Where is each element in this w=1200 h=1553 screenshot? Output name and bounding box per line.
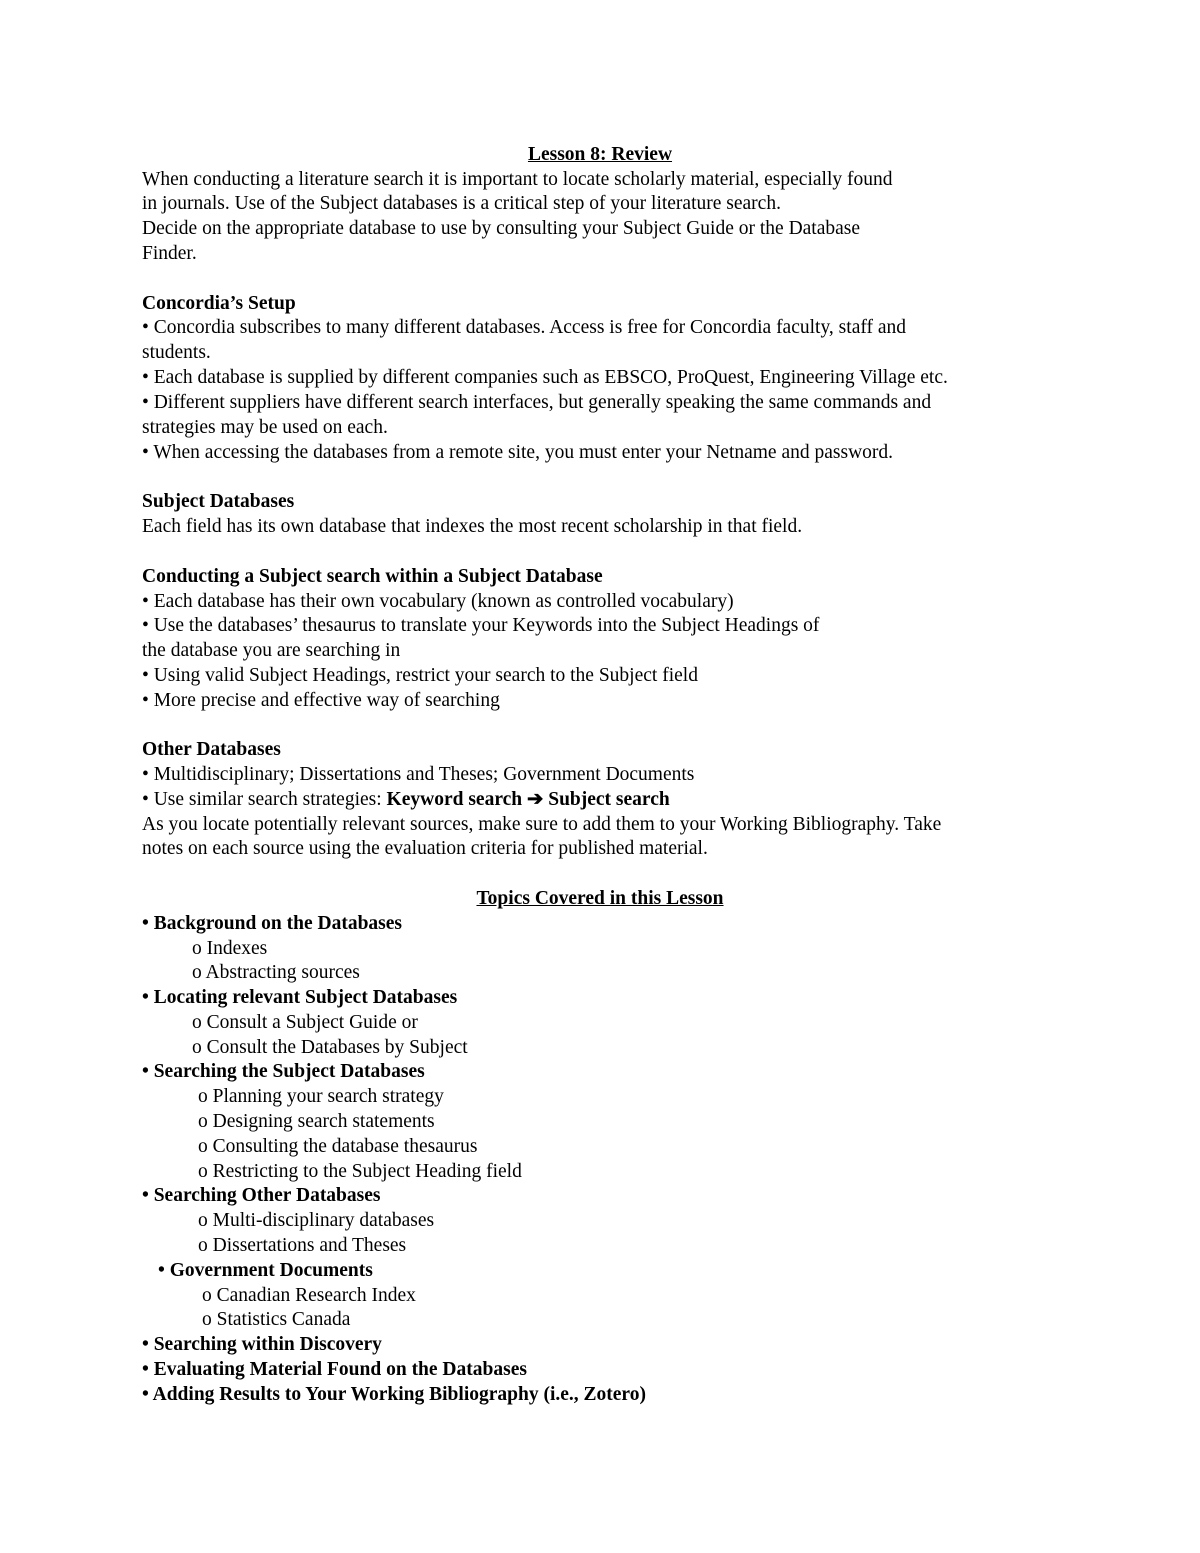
intro-line: When conducting a literature search it is important to locate scholarly material, especially found — [142, 169, 893, 190]
topic-item: • Locating relevant Subject Databases — [142, 987, 458, 1008]
conducting-line: • More precise and effective way of searching — [142, 690, 500, 711]
topic-subitem: o Canadian Research Index — [202, 1285, 416, 1306]
topic-item: • Searching within Discovery — [142, 1334, 382, 1355]
topic-subitem: o Designing search statements — [198, 1111, 435, 1132]
setup-line: • Different suppliers have different search interfaces, but generally speaking the same commands and — [142, 392, 932, 413]
strategy-prefix: • Use similar search strategies: — [142, 789, 387, 810]
intro-line: Decide on the appropriate database to use by consulting your Subject Guide or the Database — [142, 218, 861, 239]
topic-subitem: o Planning your search strategy — [198, 1086, 444, 1107]
other-after-line: As you locate potentially relevant sources, make sure to add them to your Working Bibliography. Take — [142, 814, 942, 835]
topic-item: • Evaluating Material Found on the Databases — [142, 1359, 527, 1380]
topic-subitem: o Dissertations and Theses — [198, 1235, 407, 1256]
topic-subitem: o Consult the Databases by Subject — [192, 1037, 468, 1058]
setup-line: • Concordia subscribes to many different databases. Access is free for Concordia faculty, staff and — [142, 317, 907, 338]
section-heading-other-databases: Other Databases — [142, 739, 281, 760]
conducting-line: • Use the databases’ thesaurus to translate your Keywords into the Subject Headings of — [142, 615, 820, 636]
conducting-line: the database you are searching in — [142, 640, 401, 661]
topic-subitem: o Abstracting sources — [192, 962, 360, 983]
section-heading-subject-databases: Subject Databases — [142, 491, 295, 512]
topic-item: • Government Documents — [158, 1260, 373, 1281]
topic-subitem: o Consult a Subject Guide or — [192, 1012, 418, 1033]
subject-db-line: Each field has its own database that indexes the most recent scholarship in that field. — [142, 516, 803, 537]
intro-line: in journals. Use of the Subject databases is a critical step of your literature search. — [142, 193, 781, 214]
topics-heading: Topics Covered in this Lesson — [476, 888, 724, 909]
keyword-search-label: Keyword search — [386, 789, 523, 810]
topic-subitem: o Restricting to the Subject Heading field — [198, 1161, 522, 1182]
topic-item: • Searching the Subject Databases — [142, 1061, 425, 1082]
conducting-line: • Each database has their own vocabulary (known as controlled vocabulary) — [142, 591, 734, 612]
section-heading-conducting: Conducting a Subject search within a Subject Database — [142, 566, 603, 587]
setup-line: • When accessing the databases from a remote site, you must enter your Netname and password. — [142, 442, 894, 463]
arrow-right-icon: ➔ — [527, 789, 544, 810]
topic-item: • Adding Results to Your Working Bibliography (i.e., Zotero) — [142, 1384, 646, 1405]
intro-line: Finder. — [142, 243, 197, 264]
topic-subitem: o Consulting the database thesaurus — [198, 1136, 478, 1157]
topic-subitem: o Multi-disciplinary databases — [198, 1210, 435, 1231]
conducting-line: • Using valid Subject Headings, restrict your search to the Subject field — [142, 665, 698, 686]
page-title: Lesson 8: Review — [527, 144, 673, 165]
topic-item: • Background on the Databases — [142, 913, 403, 934]
strategy-line — [142, 787, 670, 812]
topic-subitem: o Statistics Canada — [202, 1309, 351, 1330]
topic-subitem: o Indexes — [192, 938, 268, 959]
topic-item: • Searching Other Databases — [142, 1185, 381, 1206]
setup-line: • Each database is supplied by different companies such as EBSCO, ProQuest, Engineering Village etc. — [142, 367, 948, 388]
other-after-line: notes on each source using the evaluation criteria for published material. — [142, 838, 708, 859]
setup-line: students. — [142, 342, 211, 363]
subject-search-label: Subject search — [548, 789, 670, 810]
section-heading-setup: Concordia’s Setup — [142, 293, 296, 314]
other-line: • Multidisciplinary; Dissertations and Theses; Government Documents — [142, 764, 695, 785]
setup-line: strategies may be used on each. — [142, 417, 388, 438]
